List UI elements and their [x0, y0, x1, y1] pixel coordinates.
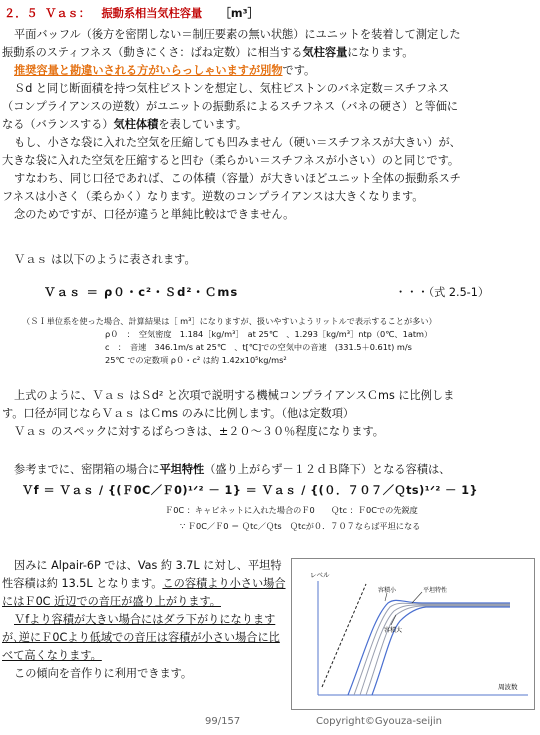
para1-line1: 平面バッフル（後方を密閉しない＝制圧要素の無い状態）にユニットを装着して測定した: [14, 28, 461, 41]
para6-line7: この傾向を音作りに利用できます。: [14, 667, 193, 680]
para4-line1: 上式のように、Ｖａｓ はＳd² と次項で説明する機械コンプライアンスＣms に比例しま: [14, 389, 455, 402]
para6-line3: にはＦ0C 近辺での音圧が盛り上がります。: [2, 595, 221, 608]
copyright: Copyright©Gyouza-seijin: [316, 716, 443, 727]
para2-line1: Ｓd と同じ断面積を持つ気柱ピストンを想定し、気柱ピストンのバネ定数＝スチフネス: [14, 82, 450, 95]
note-air-density: ρ０ ： 空気密度 1.184［kg/m³］ at 25℃ 、1.293［kg/m³］ntp（0℃、1atm）: [105, 329, 433, 339]
para3-line5: 念のためですが、口径が違うと単純比較はできません。: [14, 208, 295, 221]
warning-text: 推奨容量と勘違いされる方がいらっしゃいますが別物: [14, 64, 283, 77]
note-qtc: ∵ Ｆ0C／Ｆ0 ＝ Ｑtc／Ｑts Ｑtcが０．７０７ならば平坦になる: [180, 521, 421, 531]
para1-line2: [2, 45, 414, 60]
label-small-volume: 容積小: [378, 587, 397, 594]
para6-line2: [2, 576, 286, 591]
asymptote-line: [322, 584, 366, 687]
warning-line: [14, 63, 315, 78]
para3-line4: フネスは小さく（柔らかく）なります。逆数のコンプライアンスは大きくなります。: [2, 190, 424, 203]
formula-intro: Ｖａｓ は以下のように表されます。: [14, 253, 196, 266]
para5-tail: （盛り上がらず－１２ｄＢ降下）となる容積は、: [204, 463, 451, 476]
para3-line1: もし、小さな袋に入れた空気を圧縮しても凹みません（硬い＝スチフネスが大きい）が、: [14, 136, 461, 149]
note-constant: 25℃ での定数項 ρ０・c² は約 1.42x10⁵kg/ms²: [105, 355, 287, 365]
formula-reference: ・・・（式 2.5-1）: [395, 286, 490, 299]
para3-line3: すなわち、同じ口径であれば、この体積（容量）が大きいほどユニット全体の振動系スチ: [14, 172, 461, 185]
para6-line6: べて高くなります。: [2, 649, 102, 662]
para3-line2: 大きな袋に入れた空気を圧縮すると凹む（柔らかい＝スチフネスが小さい）のと同じです。: [2, 154, 460, 167]
note-sound-speed: c ： 音速 346.1m/s at 25℃ 、t[℃]での空気中の音速 (331.5＋0.61t) m/s: [105, 342, 412, 352]
pointer-large: [391, 615, 396, 625]
para5-line: [14, 462, 450, 477]
curve-small-volume: [348, 600, 510, 695]
label-flat: 平坦特性: [423, 587, 448, 594]
note-foc: Ｆ0C ：キャビネットに入れた場合のＦ0 Ｑtc ：Ｆ0Cでの先鋭度: [165, 505, 418, 515]
para4-line2: す。口径が同じならＶａｓ はＣms のみに比例します。（他は定数項）: [2, 407, 355, 420]
warning-tail: です。: [282, 64, 316, 77]
para1-text: 振動系のスティフネス（動きにくさ：ばね定数）に相当する: [2, 46, 303, 59]
formula-main: Ｖａｓ ＝ ρ０・c²・Ｓd²・Ｃms: [44, 285, 239, 299]
section-symbol: Ｖａｓ：: [45, 7, 90, 20]
note-si-units: （ＳＩ単位系を使った場合、計算結果は［ m³］になりますが、扱いやすいようリットルで表示することが多い）: [22, 316, 437, 326]
para5-bold: 平坦特性: [159, 463, 205, 476]
section-heading: [4, 6, 259, 21]
formula-flat-volume: Ｖf ＝ Ｖａｓ / {(Ｆ0C／Ｆ0)¹ᐟ² － 1} ＝ Ｖａｓ / {(０．７０７／Ｑts)¹ᐟ² － 1}: [22, 484, 478, 497]
para1-tail: になります。: [347, 46, 414, 59]
pointer-small: [385, 593, 387, 601]
para2-line2: （コンプライアンスの逆数）がユニットの振動系によるスチフネス（バネの硬さ）と等価に: [2, 100, 459, 113]
para6-line1: 因みに Alpair-6P では、Vas 約 3.7L に対し、平坦特: [14, 559, 282, 572]
para6-line4: Ｖfより容積が大きい場合にはダラ下がりになります: [14, 613, 276, 626]
para6-underline: この容積より小さい場合: [162, 577, 286, 590]
frequency-response-diagram: [291, 558, 535, 710]
para4-line3: Ｖａｓ のスペックに対するばらつきは、±２０～３０％程度になります。: [14, 425, 384, 438]
para1-bold: 気柱容量: [302, 46, 348, 59]
section-number: ２．５: [4, 7, 38, 20]
diagram-svg: [292, 559, 534, 709]
para5-text: 参考までに、密閉箱の場合に: [14, 463, 160, 476]
y-axis-label: レベル: [310, 571, 330, 579]
label-large-volume: 容積大: [384, 627, 403, 634]
page-number: 99/157: [205, 716, 241, 727]
para2-text: なる（バランスする）: [2, 118, 114, 131]
pointer-flat: [412, 592, 422, 603]
para6-line5: が､逆にＦ0Cより低域での音圧は容積が小さい場合に比: [2, 631, 280, 644]
x-axis-label: 周波数: [498, 683, 518, 691]
para2-tail: を表しています。: [158, 118, 247, 131]
section-title: 振動系相当気柱容量: [101, 7, 203, 20]
para2-bold: 気柱体積: [113, 118, 159, 131]
para2-line3: [2, 117, 247, 132]
para6-text: 性容積は約 13.5L となります。: [2, 577, 163, 590]
section-unit: ［m³］: [219, 7, 259, 20]
